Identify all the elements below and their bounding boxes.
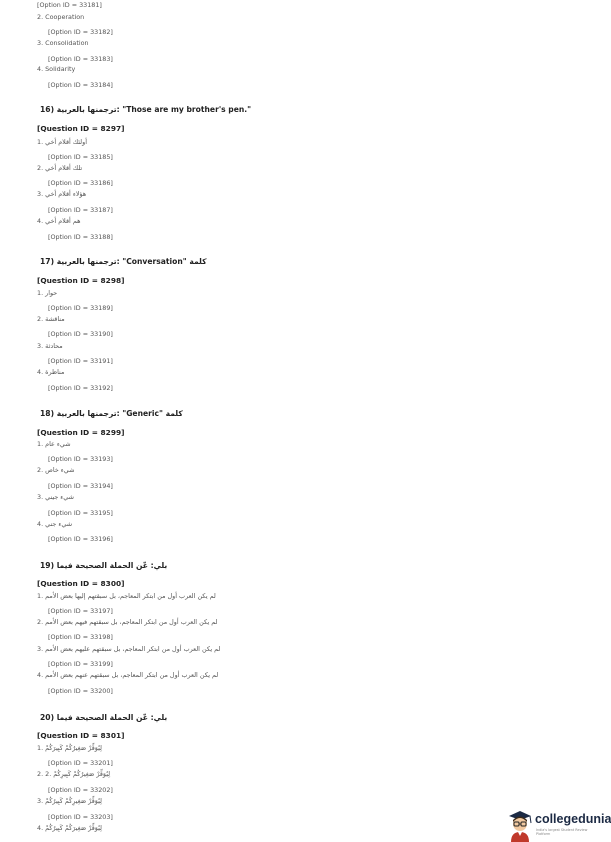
option-text: لم يكن العرب أول من ابتكر المعاجم، بل سبقتهم عليهم بعض الأمم .3 [37,645,221,653]
option-text: شيء جني .4 [37,520,73,528]
option-id: [Option ID = 33186] [48,179,113,187]
option-text: لم يكن العرب أول من ابتكر المعاجم، بل سبقتهم عنهم بعض الأمم .4 [37,671,219,679]
option-text: هم أقلام أخي .4 [37,217,81,225]
option-id: [Option ID = 33182] [48,28,113,36]
option-id: [Option ID = 33197] [48,607,113,615]
option-id: [Option ID = 33192] [48,384,113,392]
option-text: لِيُوَقِّرْ صَغِيرَكُمْ كَبِيرُكُمْ .4 [37,824,102,832]
option-id: [Option ID = 33198] [48,633,113,641]
option-id: [Option ID = 33187] [48,206,113,214]
brand-name: collegedunia [535,812,611,826]
option-id: [Option ID = 33185] [48,153,113,161]
question-heading: 16) ترجمنها بالعربية: "Those are my brother's pen." [40,105,252,114]
option-text: شيء خاص .2 [37,466,75,474]
option-id: [Option ID = 33188] [48,233,113,241]
brand-tagline: India's largest Student Review Platform [536,828,588,836]
option-text: 4. Solidarity [37,65,76,73]
question-id: [Question ID = 8299] [37,428,125,437]
option-id: [Option ID = 33193] [48,455,113,463]
option-id: [Option ID = 33196] [48,535,113,543]
option-text: شيء عام .1 [37,440,71,448]
question-id: [Question ID = 8301] [37,731,125,740]
option-id: [Option ID = 33184] [48,81,113,89]
option-id: [Option ID = 33189] [48,304,113,312]
option-text: 2. لِيُوَقِّرْ صَغِيرُكُمْ كَبِيرِكُمْ .2 [37,770,111,778]
option-id: [Option ID = 33190] [48,330,113,338]
option-text: 3. Consolidation [37,39,89,47]
option-id: [Option ID = 33183] [48,55,113,63]
option-text: مناظرة .4 [37,368,65,376]
option-id: [Option ID = 33202] [48,786,113,794]
option-id: [Option ID = 33191] [48,357,113,365]
question-heading: 20) بلي: عّن الحملة الصحيحة فيما [40,713,168,722]
option-id: [Option ID = 33181] [37,1,102,9]
option-text: هؤلاء أقلام أخي .3 [37,190,87,198]
option-id: [Option ID = 33203] [48,813,113,821]
option-text: حوار .1 [37,289,58,297]
question-id: [Question ID = 8297] [37,124,125,133]
option-text: لِيُوَقِّرْ صَغِيرُكُمْ كَبِيرَكُمْ .1 [37,744,102,752]
option-text: محادثة .3 [37,342,63,350]
option-text: أولئك أقلام أخي .1 [37,138,87,146]
option-text: مناقشة .2 [37,315,65,323]
option-id: [Option ID = 33200] [48,687,113,695]
question-heading: 19) بلي: عّن الحملة الصحيحة فيما [40,561,168,570]
option-text: لِيُوَقِّرْ صَغِيرِكُمْ كَبِيرُكُمْ .3 [37,797,102,805]
option-text: تلك أقلام أخي .2 [37,164,83,172]
option-id: [Option ID = 33199] [48,660,113,668]
option-id: [Option ID = 33195] [48,509,113,517]
option-text: لم يكن العرب أول من ابتكر المعاجم، بل سبقتهم إليها بعض الأمم .1 [37,592,216,600]
option-text: لم يكن العرب أول من ابتكر المعاجم، بل سبقتهم فيهم بعض الأمم .2 [37,618,218,626]
question-heading: 18) ترجمنها بالعربية: "Generic" كلمة [40,409,183,418]
collegedunia-logo [505,808,611,842]
question-id: [Question ID = 8300] [37,579,125,588]
student-mascot-icon [505,808,535,842]
question-id: [Question ID = 8298] [37,276,125,285]
option-text: 2. Cooperation [37,13,85,21]
question-heading: 17) ترجمنها بالعربية: "Conversation" كلمة [40,257,207,266]
option-id: [Option ID = 33194] [48,482,113,490]
option-text: شيء جيني .3 [37,493,74,501]
option-id: [Option ID = 33201] [48,759,113,767]
